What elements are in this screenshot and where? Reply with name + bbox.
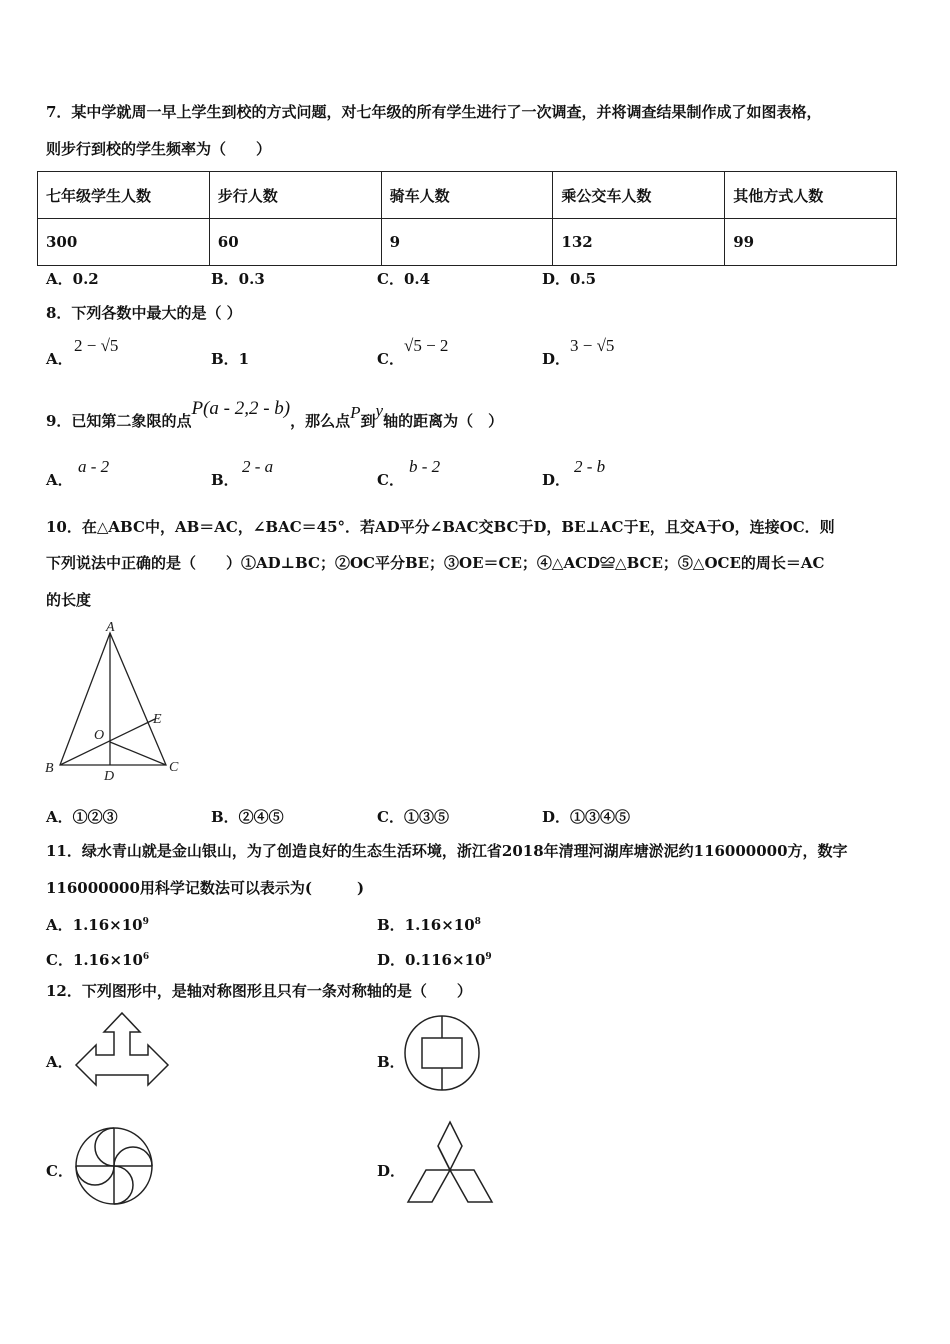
q7-option-a: A．0.2 xyxy=(46,270,99,288)
q11-stem-line1: 11．绿水青山就是金山银山，为了创造良好的生态生活环境，浙江省2018年清理河湖库塘淤泥约116000000方，数字 xyxy=(46,842,848,860)
circle-square-figure xyxy=(402,1012,484,1094)
label-c: C xyxy=(169,760,179,775)
q9-stem-d: 轴的距离为（ ） xyxy=(383,412,504,430)
q8-expr-d: 3 − √5 xyxy=(570,336,615,355)
q10-option-d: D．①③④⑤ xyxy=(542,808,631,826)
q11-option-a xyxy=(46,912,149,935)
q7-table xyxy=(37,171,897,266)
pinwheel-figure xyxy=(72,1124,156,1208)
q12-option-c: C． xyxy=(46,1162,73,1180)
label-o: O xyxy=(94,728,105,743)
q9-option-b: B． xyxy=(211,471,239,489)
q10-option-c: C．①③⑤ xyxy=(377,808,449,826)
label-b: B xyxy=(45,761,54,776)
q7-stem-line1: 7．某中学就周一早上学生到校的方式问题，对七年级的所有学生进行了一次调查，并将调查结果制作成了如图表格， xyxy=(46,103,822,121)
q12-option-a: A． xyxy=(46,1053,73,1071)
table-header-row xyxy=(38,172,897,219)
table-header: 乘公交车人数 xyxy=(553,172,725,219)
option-text: A．1.16×10 xyxy=(46,916,143,934)
exponent: 8 xyxy=(474,917,481,927)
q12-option-d: D． xyxy=(377,1162,406,1180)
q9-stem xyxy=(46,398,504,431)
exponent: 6 xyxy=(142,952,150,962)
q9-y: y xyxy=(375,401,384,420)
q12-stem: 12．下列图形中，是轴对称图形且只有一条对称轴的是（ ） xyxy=(46,982,472,1000)
table-cell: 60 xyxy=(209,219,381,266)
q9-option-c: C． xyxy=(377,471,404,489)
q9-option-d: D． xyxy=(542,471,571,489)
q7-option-b: B．0.3 xyxy=(211,270,265,288)
q10-option-a: A．①②③ xyxy=(46,808,118,826)
label-a: A xyxy=(106,620,115,635)
q9-expr-a: a - 2 xyxy=(78,457,110,476)
table-header: 其他方式人数 xyxy=(725,172,897,219)
option-text: C．1.16×10 xyxy=(46,951,143,969)
q8-expr-c: √5 − 2 xyxy=(404,336,449,355)
q11-stem-line2: 116000000用科学记数法可以表示为( ) xyxy=(46,879,365,897)
table-cell: 132 xyxy=(553,219,725,266)
q12-option-b: B． xyxy=(377,1053,405,1071)
table-header: 骑车人数 xyxy=(381,172,553,219)
q10-stem-line1: 10．在△ABC中，AB＝AC，∠BAC＝45°．若AD平分∠BAC交BC于D，BE⊥AC于E，且交A于O，连接OC．则 xyxy=(46,518,835,536)
q11-option-c xyxy=(46,947,149,970)
q9-stem-b: ，那么点 xyxy=(290,412,351,430)
q8-option-b: B．1 xyxy=(211,350,250,368)
q8-option-d: D． xyxy=(542,350,571,368)
arrows-figure xyxy=(72,1010,172,1092)
q9-point: P(a - 2,2 - b) xyxy=(191,398,291,419)
option-text: B．1.16×10 xyxy=(377,916,475,934)
option-text: D．0.116×10 xyxy=(377,951,486,969)
q10-stem-line3: 的长度 xyxy=(46,591,92,609)
q8-expr-a: 2 − √5 xyxy=(74,336,119,355)
q9-expr-c: b - 2 xyxy=(409,457,441,476)
exponent: 9 xyxy=(485,952,492,962)
q11-option-d xyxy=(377,947,492,970)
q9-expr-b: 2 - a xyxy=(242,457,274,476)
q7-option-d: D．0.5 xyxy=(542,270,597,288)
q9-option-a: A． xyxy=(46,471,73,489)
table-header: 步行人数 xyxy=(209,172,381,219)
q7-stem-line2: 则步行到校的学生频率为（ ） xyxy=(46,140,272,158)
q9-stem-c: 到 xyxy=(360,412,376,430)
q10-stem-line2: 下列说法中正确的是（ ）①AD⊥BC；②OC平分BE；③OE＝CE；④△ACD≌△BCE；⑤△OCE的周长＝AC xyxy=(46,554,825,572)
label-d: D xyxy=(104,769,115,784)
table-row xyxy=(38,219,897,266)
exponent: 9 xyxy=(142,917,149,927)
table-cell: 9 xyxy=(381,219,553,266)
q8-stem: 8．下列各数中最大的是（ ） xyxy=(46,304,242,322)
q9-p: P xyxy=(350,403,361,422)
q10-option-b: B．②④⑤ xyxy=(211,808,284,826)
q8-option-c: C． xyxy=(377,350,404,368)
q9-stem-a: 9．已知第二象限的点 xyxy=(46,412,192,430)
three-diamonds-figure xyxy=(402,1118,498,1208)
q10-triangle-figure xyxy=(40,615,190,785)
q11-option-b xyxy=(377,912,481,935)
table-cell: 99 xyxy=(725,219,897,266)
label-e: E xyxy=(153,712,162,727)
q9-expr-d: 2 - b xyxy=(574,457,606,476)
table-header: 七年级学生人数 xyxy=(38,172,210,219)
table-cell: 300 xyxy=(38,219,210,266)
q8-option-a: A． xyxy=(46,350,73,368)
q7-option-c: C．0.4 xyxy=(377,270,431,288)
